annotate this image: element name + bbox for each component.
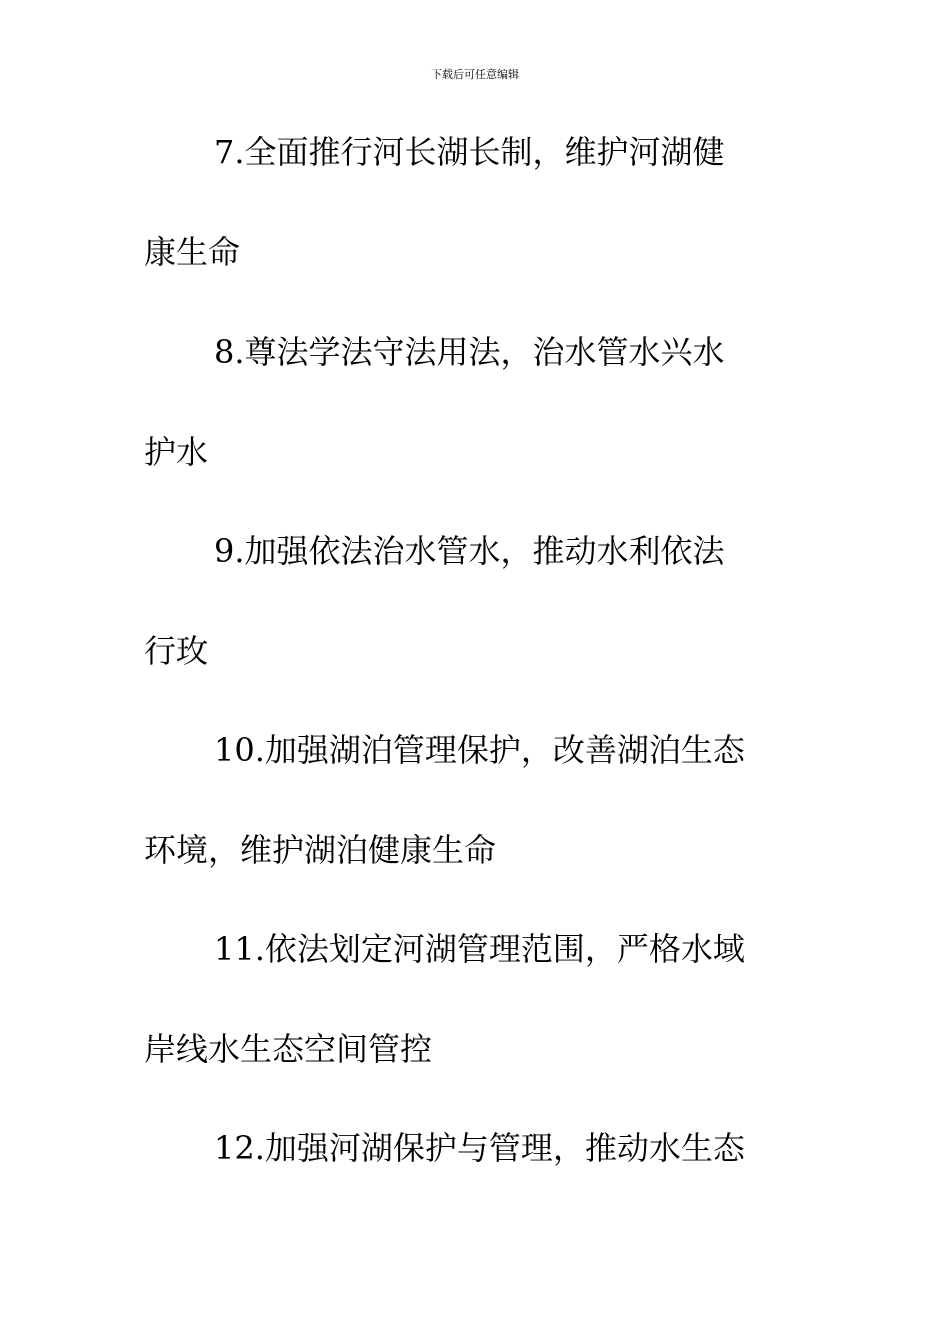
- page-header: 下载后可任意编辑: [431, 68, 519, 81]
- item-8-line-1: 8.尊法学法守法用法，治水管水兴水: [214, 333, 725, 371]
- item-10-line-1: 10.加强湖泊管理保护，改善湖泊生态: [214, 731, 745, 769]
- item-11-line-1: 11.依法划定河湖管理范围，严格水域: [214, 930, 745, 968]
- item-10-line-2: 环境，维护湖泊健康生命: [144, 831, 497, 869]
- item-9-line-2: 行玫: [144, 632, 209, 670]
- item-8-line-2: 护水: [144, 433, 209, 471]
- item-12-line-1: 12.加强河湖保护与管理，推动水生态: [214, 1129, 745, 1167]
- item-7-line-1: 7.全面推行河长湖长制，维护河湖健: [214, 133, 725, 171]
- item-9-line-1: 9.加强依法治水管水，推动水利依法: [214, 532, 725, 570]
- item-11-line-2: 岸线水生态空间管控: [144, 1030, 433, 1068]
- item-7-line-2: 康生命: [144, 233, 241, 271]
